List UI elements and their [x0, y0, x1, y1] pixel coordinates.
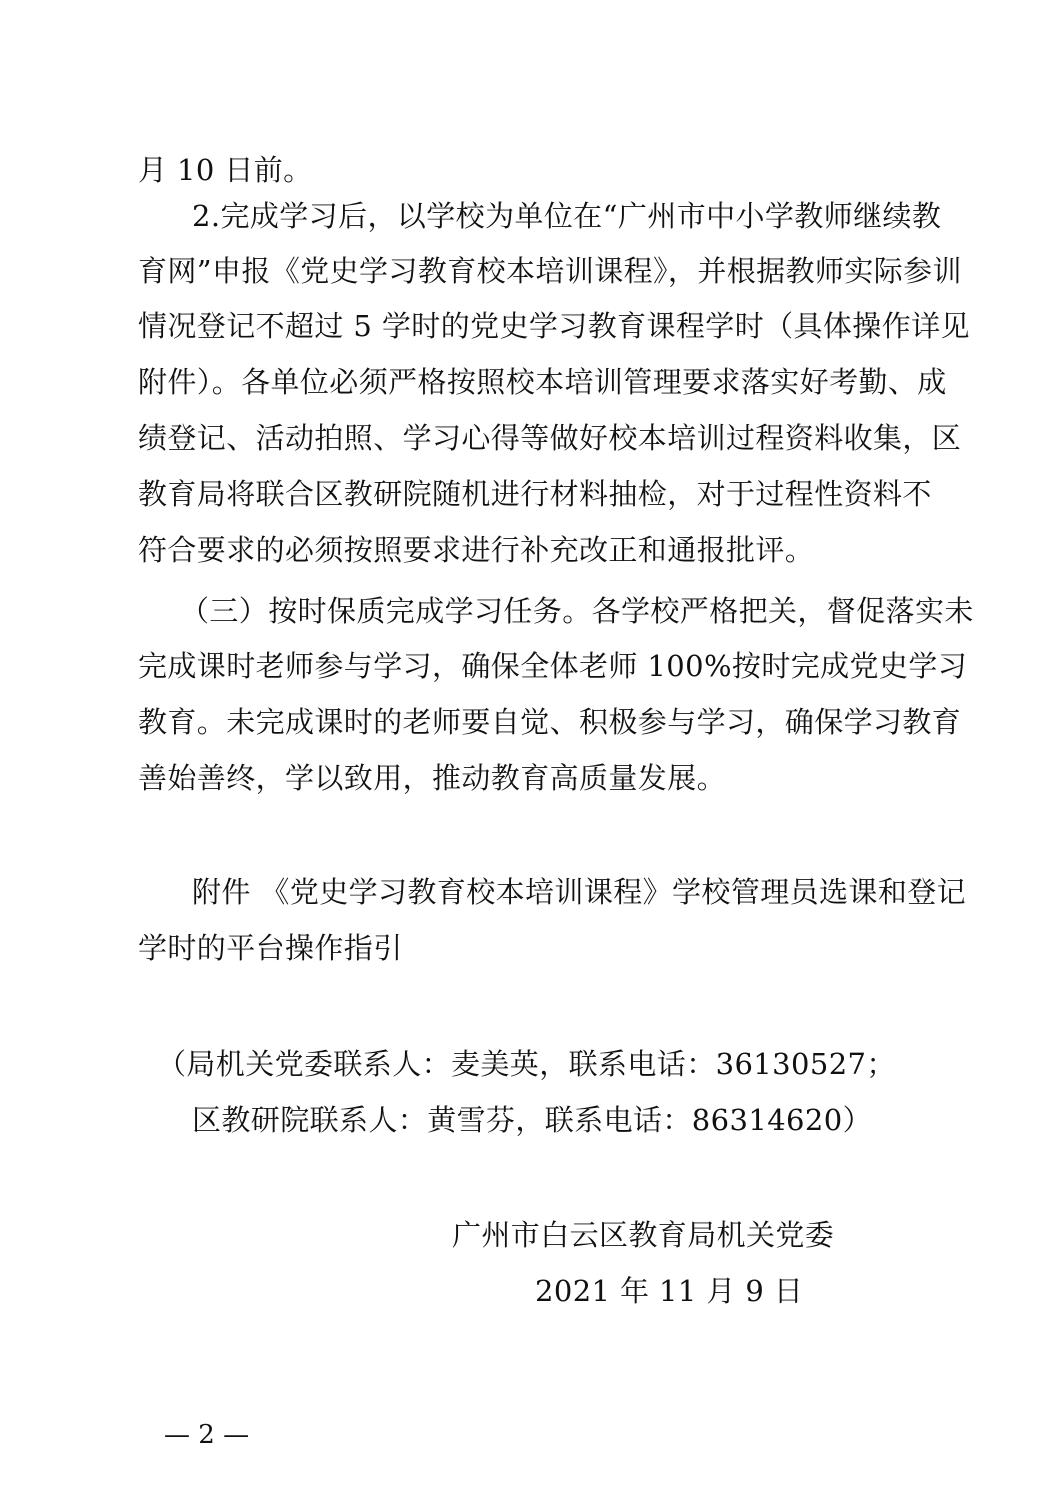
paragraph-line: 完成课时老师参与学习，确保全体老师 100%按时完成党史学习	[138, 649, 968, 683]
contact-line: （局机关党委联系人：麦美英，联系电话：36130527；	[157, 1047, 896, 1081]
signature-date: 2021 年 11 月 9 日	[535, 1274, 804, 1308]
signature-organization: 广州市白云区教育局机关党委	[452, 1218, 835, 1252]
paragraph-line: （三）按时保质完成学习任务。各学校严格把关，督促落实未	[180, 594, 974, 628]
paragraph-line: 育网”申报《党史学习教育校本培训课程》，并根据教师实际参训	[138, 254, 962, 288]
paragraph-line: 符合要求的必须按照要求进行补充改正和通报批评。	[138, 533, 815, 567]
paragraph-line: 情况登记不超过 5 学时的党史学习教育课程学时（具体操作详见	[138, 309, 970, 343]
paragraph-line: 绩登记、活动拍照、学习心得等做好校本培训过程资料收集，区	[138, 421, 962, 455]
paragraph-line: 教育局将联合区教研院随机进行材料抽检，对于过程性资料不	[138, 477, 932, 511]
attachment-line: 附件 《党史学习教育校本培训课程》学校管理员选课和登记	[192, 875, 967, 909]
paragraph-line: 附件）。各单位必须严格按照校本培训管理要求落实好考勤、成	[138, 365, 947, 399]
page-number: — 2 —	[164, 1420, 250, 1450]
contact-line: 区教研院联系人：黄雪芬，联系电话：86314620）	[192, 1103, 873, 1137]
paragraph-line: 善始善终，学以致用，推动教育高质量发展。	[138, 761, 727, 795]
attachment-line: 学时的平台操作指引	[138, 931, 403, 965]
paragraph-line: 2.完成学习后，以学校为单位在“广州市中小学教师继续教	[192, 199, 942, 233]
paragraph-continuation-line: 月 10 日前。	[138, 153, 313, 187]
paragraph-line: 教育。未完成课时的老师要自觉、积极参与学习，确保学习教育	[138, 705, 962, 739]
